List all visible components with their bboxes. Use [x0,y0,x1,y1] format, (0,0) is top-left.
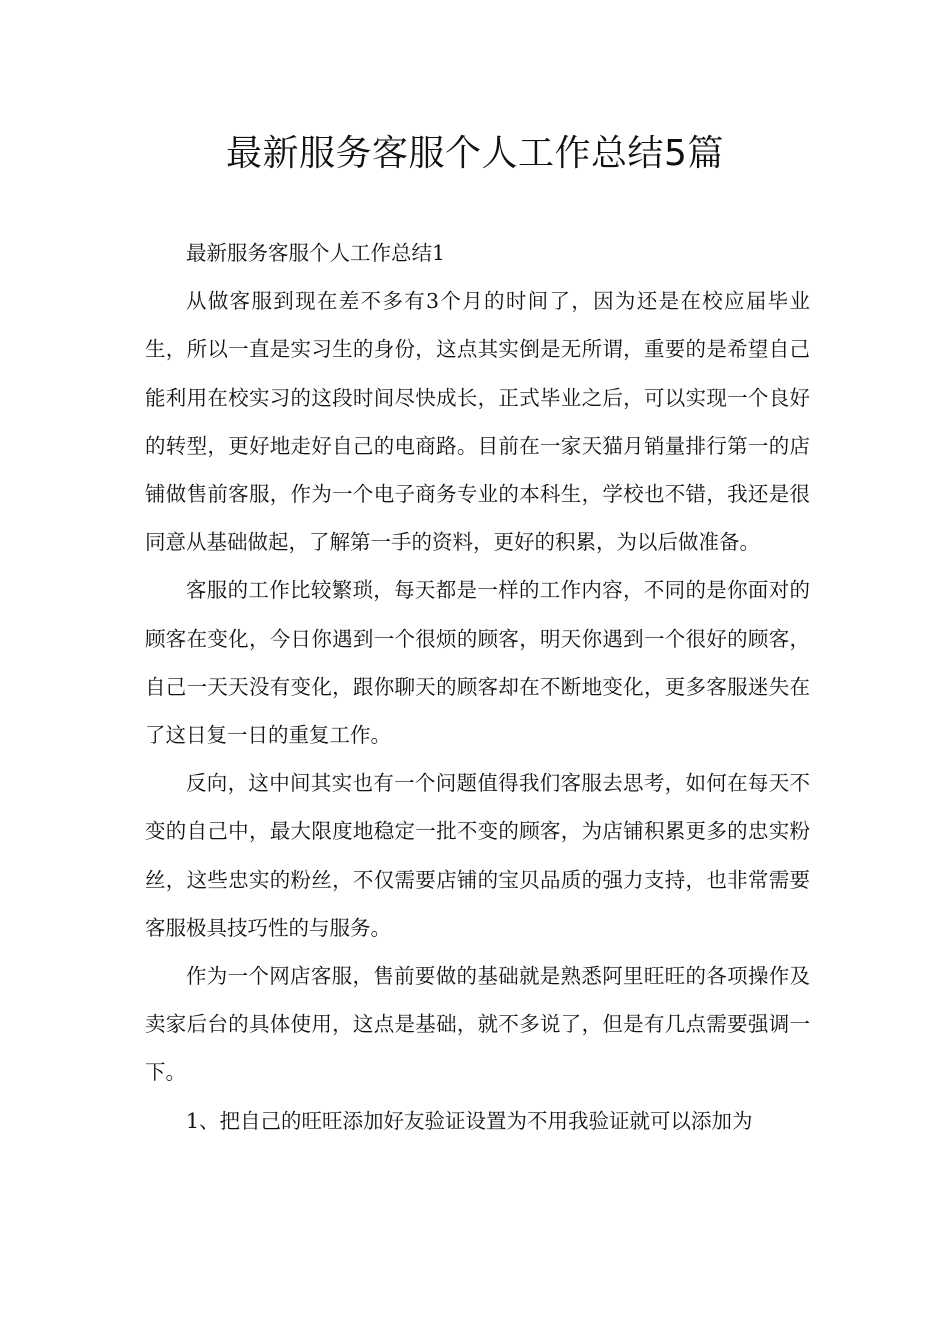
document-title: 最新服务客服个人工作总结5篇 [226,133,724,174]
paragraph-5: 1、把自己的旺旺添加好友验证设置为不用我验证就可以添加为 [186,1108,753,1133]
section-heading: 最新服务客服个人工作总结1 [186,241,446,265]
paragraph-2: 客服的工作比较繁琐，每天都是一样的工作内容，不同的是你面对的顾客在变化，今日你遇到一个很烦的顾客，明天你遇到一个很好的顾客，自己一天天没有变化，跟你聊天的顾客却在不断地变化，更多客服迷失在了这日复一日的重复工作。 [145,578,810,748]
paragraph-4: 作为一个网店客服，售前要做的基础就是熟悉阿里旺旺的各项操作及卖家后台的具体使用，这点是基础，就不多说了，但是有几点需要强调一下。 [145,964,810,1085]
paragraph-3: 反向，这中间其实也有一个问题值得我们客服去思考，如何在每天不变的自己中，最大限度地稳定一批不变的顾客，为店铺积累更多的忠实粉丝，这些忠实的粉丝，不仅需要店铺的宝贝品质的强力支持，也非常需要客服极具技巧性的与服务。 [145,771,810,940]
document-body [145,229,810,1145]
paragraph-1: 从做客服到现在差不多有3个月的时间了，因为还是在校应届毕业生，所以一直是实习生的身份，这点其实倒是无所谓，重要的是希望自己能利用在校实习的这段时间尽快成长，正式毕业之后，可以实现一个良好的转型，更好地走好自己的电商路。目前在一家天猫月销量排行第一的店铺做售前客服，作为一个电子商务专业的本科生，学校也不错，我还是很同意从基础做起，了解第一手的资料，更好的积累，为以后做准备。 [145,289,810,555]
